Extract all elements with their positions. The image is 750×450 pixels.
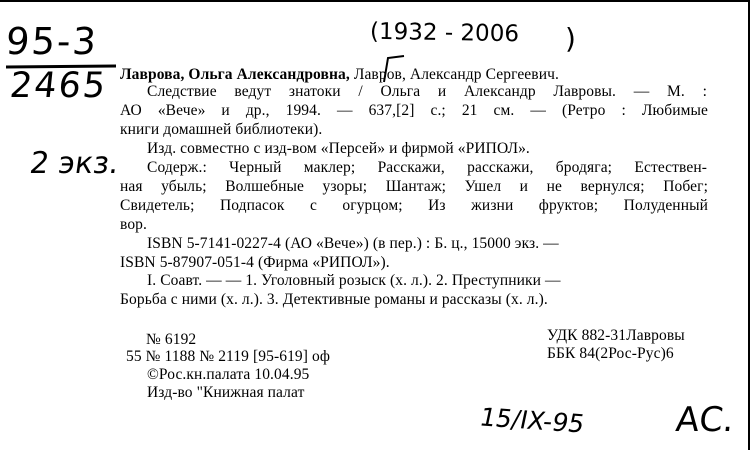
- footer-line-2-tail: ] оф: [302, 348, 331, 365]
- footer-udk: УДК 882-31Лавровы: [547, 327, 685, 344]
- footer-publisher: Изд-во "Книжная палат: [147, 384, 305, 401]
- handwritten-copies: 2 экз.: [27, 146, 122, 181]
- footer-copyright: ©Рос.кн.палата 10.04.95: [147, 366, 310, 383]
- entry-line-2: АО «Вече» и др., 1994. — 637,[2] с.; 21 см. — (Ретро : Любимые: [120, 102, 708, 119]
- handwritten-initials: АС.: [673, 400, 736, 440]
- entry-line-1: Следствие ведут знатоки / Ольга и Александр Лавровы. — М. :: [147, 83, 707, 100]
- entry-line-7: Свидетель; Подпасок с огурцом; Из жизни фруктов; Полуденный: [120, 197, 708, 214]
- entry-line-5: Содерж.: Черный маклер; Расскажи, расскажи, бродяга; Естествен-: [147, 159, 707, 176]
- entry-line-3: книги домашней библиотеки).: [120, 121, 323, 138]
- entry-line-subjects-2: Борьба с ними (х. л.). 3. Детективные романы и рассказы (х. л.).: [120, 291, 548, 308]
- footer-line-2-text: 55 № 1188 № 2119 [95-619: [126, 348, 303, 365]
- handwritten-call-number-bottom: 2465: [7, 66, 110, 106]
- entry-line-isbn-2: ISBN 5-87907-051-4 (Фирма «РИПОЛ»).: [120, 254, 390, 271]
- entry-line-6: ная убыль; Волшебные узоры; Шантаж; Ушел и не вернулся; Побег;: [120, 178, 708, 195]
- author-heading: Лаврова, Ольга Александровна,: [120, 66, 350, 83]
- handwritten-dates: (1932 - 2006: [369, 18, 520, 48]
- entry-heading: [120, 66, 559, 84]
- entry-line-8: вор.: [120, 216, 147, 233]
- entry-line-4: Изд. совместно с изд-вом «Персей» и фирмой «РИПОЛ».: [147, 140, 530, 157]
- handwritten-date-bottom: 15/IX-95: [477, 402, 588, 439]
- entry-line-subjects-1: I. Соавт. — — 1. Уголовный розыск (х. л.). 2. Преступники —: [147, 272, 561, 289]
- footer-line-2: [126, 348, 330, 366]
- footer-number: № 6192: [146, 331, 197, 348]
- entry-line-isbn-1: ISBN 5-7141-0227-4 (АО «Вече») (в пер.) : Б. ц., 15000 экз. —: [147, 235, 559, 252]
- coauthor-heading: Лавров, Александр Сергеевич.: [349, 66, 559, 83]
- handwritten-call-number-top: 95-3: [4, 20, 100, 63]
- footer-bbk: ББК 84(2Рос-Рус)6: [547, 345, 674, 362]
- card-top-border: [0, 0, 750, 2]
- handwritten-dates-close: ): [565, 22, 576, 55]
